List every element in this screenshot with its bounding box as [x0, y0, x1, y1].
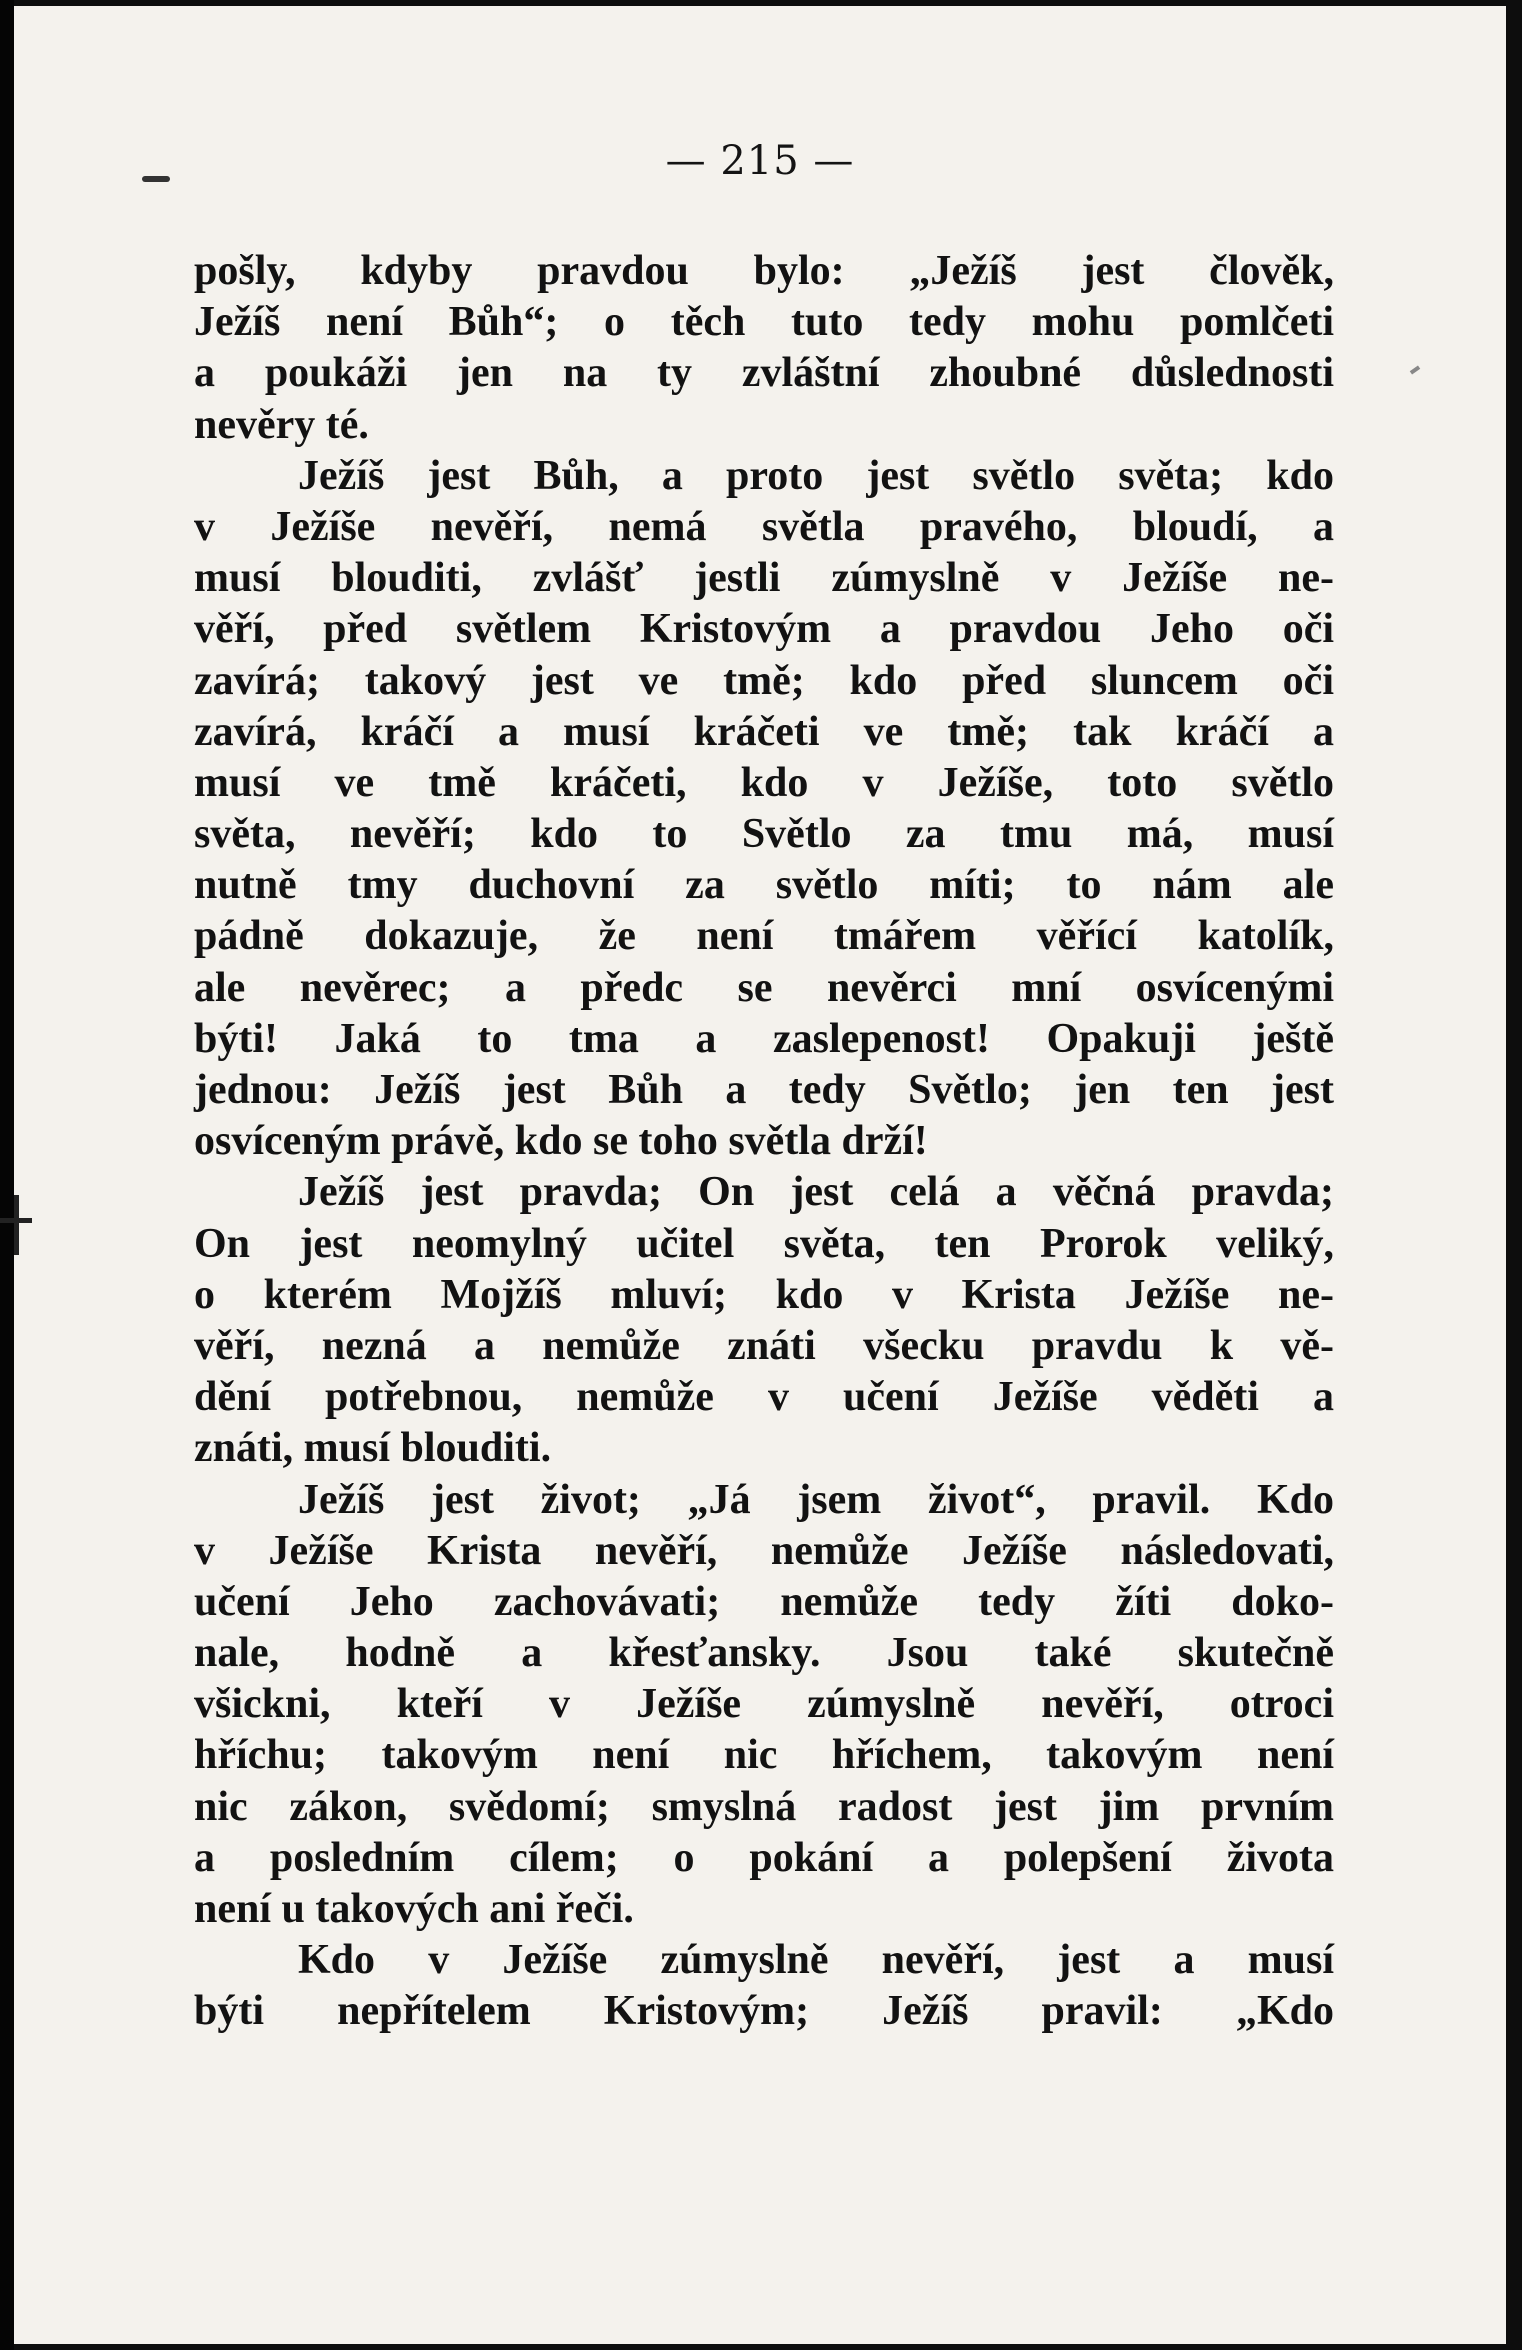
text-line: hříchu; takovým není nic hříchem, takovým není: [194, 1732, 1334, 1779]
body-text: [194, 246, 1334, 2038]
text-line: zavírá; takový jest ve tmě; kdo před sluncem oči: [194, 657, 1334, 704]
text-line: Kdo v Ježíše zúmyslně nevěří, jest a musí: [298, 1937, 1334, 1984]
text-line: pošly, kdyby pravdou bylo: „Ježíš jest člověk,: [194, 248, 1334, 294]
text-line: Ježíš jest Bůh, a proto jest světlo světa; kdo: [298, 452, 1334, 499]
text-line: Ježíš jest pravda; On jest celá a věčná pravda;: [298, 1169, 1334, 1216]
text-line: musí ve tmě kráčeti, kdo v Ježíše, toto světlo: [194, 759, 1334, 806]
text-line: osvíceným právě, kdo se toho světla drží!: [194, 1118, 928, 1165]
text-line: býti! Jaká to tma a zaslepenost! Opakuji ještě: [194, 1015, 1334, 1062]
text-line: a posledním cílem; o pokání a polepšení života: [194, 1834, 1334, 1881]
text-line: zavírá, kráčí a musí kráčeti ve tmě; tak kráčí a: [194, 708, 1334, 755]
text-line: nevěry té.: [194, 401, 369, 448]
text-line: nale, hodně a křesťansky. Jsou také skutečně: [194, 1630, 1334, 1677]
text-line: nutně tmy duchovní za světlo míti; to nám ale: [194, 862, 1334, 909]
text-line: nic zákon, svědomí; smyslná radost jest jim prvním: [194, 1783, 1334, 1830]
text-line: v Ježíše Krista nevěří, nemůže Ježíše následovati,: [194, 1527, 1334, 1574]
book-page: [14, 6, 1506, 2344]
text-line: Ježíš jest život; „Já jsem život“, pravil. Kdo: [298, 1476, 1334, 1523]
text-line: učení Jeho zachovávati; nemůže tedy žíti doko-: [194, 1578, 1334, 1625]
text-line: není u takových ani řeči.: [194, 1886, 634, 1932]
text-line: býti nepřítelem Kristovým; Ježíš pravil: „Kdo: [194, 1988, 1334, 2035]
text-line: jednou: Ježíš jest Bůh a tedy Světlo; jen ten jest: [194, 1067, 1334, 1113]
text-line: znáti, musí blouditi.: [194, 1425, 552, 1472]
text-line: světa, nevěří; kdo to Světlo za tmu má, musí: [194, 811, 1334, 858]
text-line: věří, nezná a nemůže znáti všecku pravdu k vě-: [194, 1322, 1334, 1369]
text-line: musí blouditi, zvlášť jestli zúmyslně v Ježíše ne-: [194, 555, 1334, 602]
text-line: v Ježíše nevěří, nemá světla pravého, bloudí, a: [194, 503, 1334, 550]
scan-edge-shadow: [0, 0, 14, 2350]
page-number: — 215 —: [665, 138, 855, 184]
text-line: věří, před světlem Kristovým a pravdou Jeho oči: [194, 606, 1334, 653]
text-line: a poukáži jen na ty zvláštní zhoubné důslednosti: [194, 350, 1334, 397]
text-line: Ježíš není Bůh“; o těch tuto tedy mohu pomlčeti: [194, 299, 1334, 346]
text-line: dění potřebnou, nemůže v učení Ježíše věděti a: [194, 1374, 1334, 1421]
ink-mark: [1410, 365, 1420, 374]
text-line: ale nevěrec; a předc se nevěrci mní osvícenými: [194, 964, 1334, 1011]
scan-edge-mark: [14, 1195, 19, 1255]
text-line: On jest neomylný učitel světa, ten Prorok veliký,: [194, 1220, 1334, 1267]
text-line: o kterém Mojžíš mluví; kdo v Krista Ježíše ne-: [194, 1271, 1334, 1318]
text-line: pádně dokazuje, že není tmářem věřící katolík,: [194, 913, 1334, 960]
text-line: všickni, kteří v Ježíše zúmyslně nevěří, otroci: [194, 1681, 1334, 1728]
